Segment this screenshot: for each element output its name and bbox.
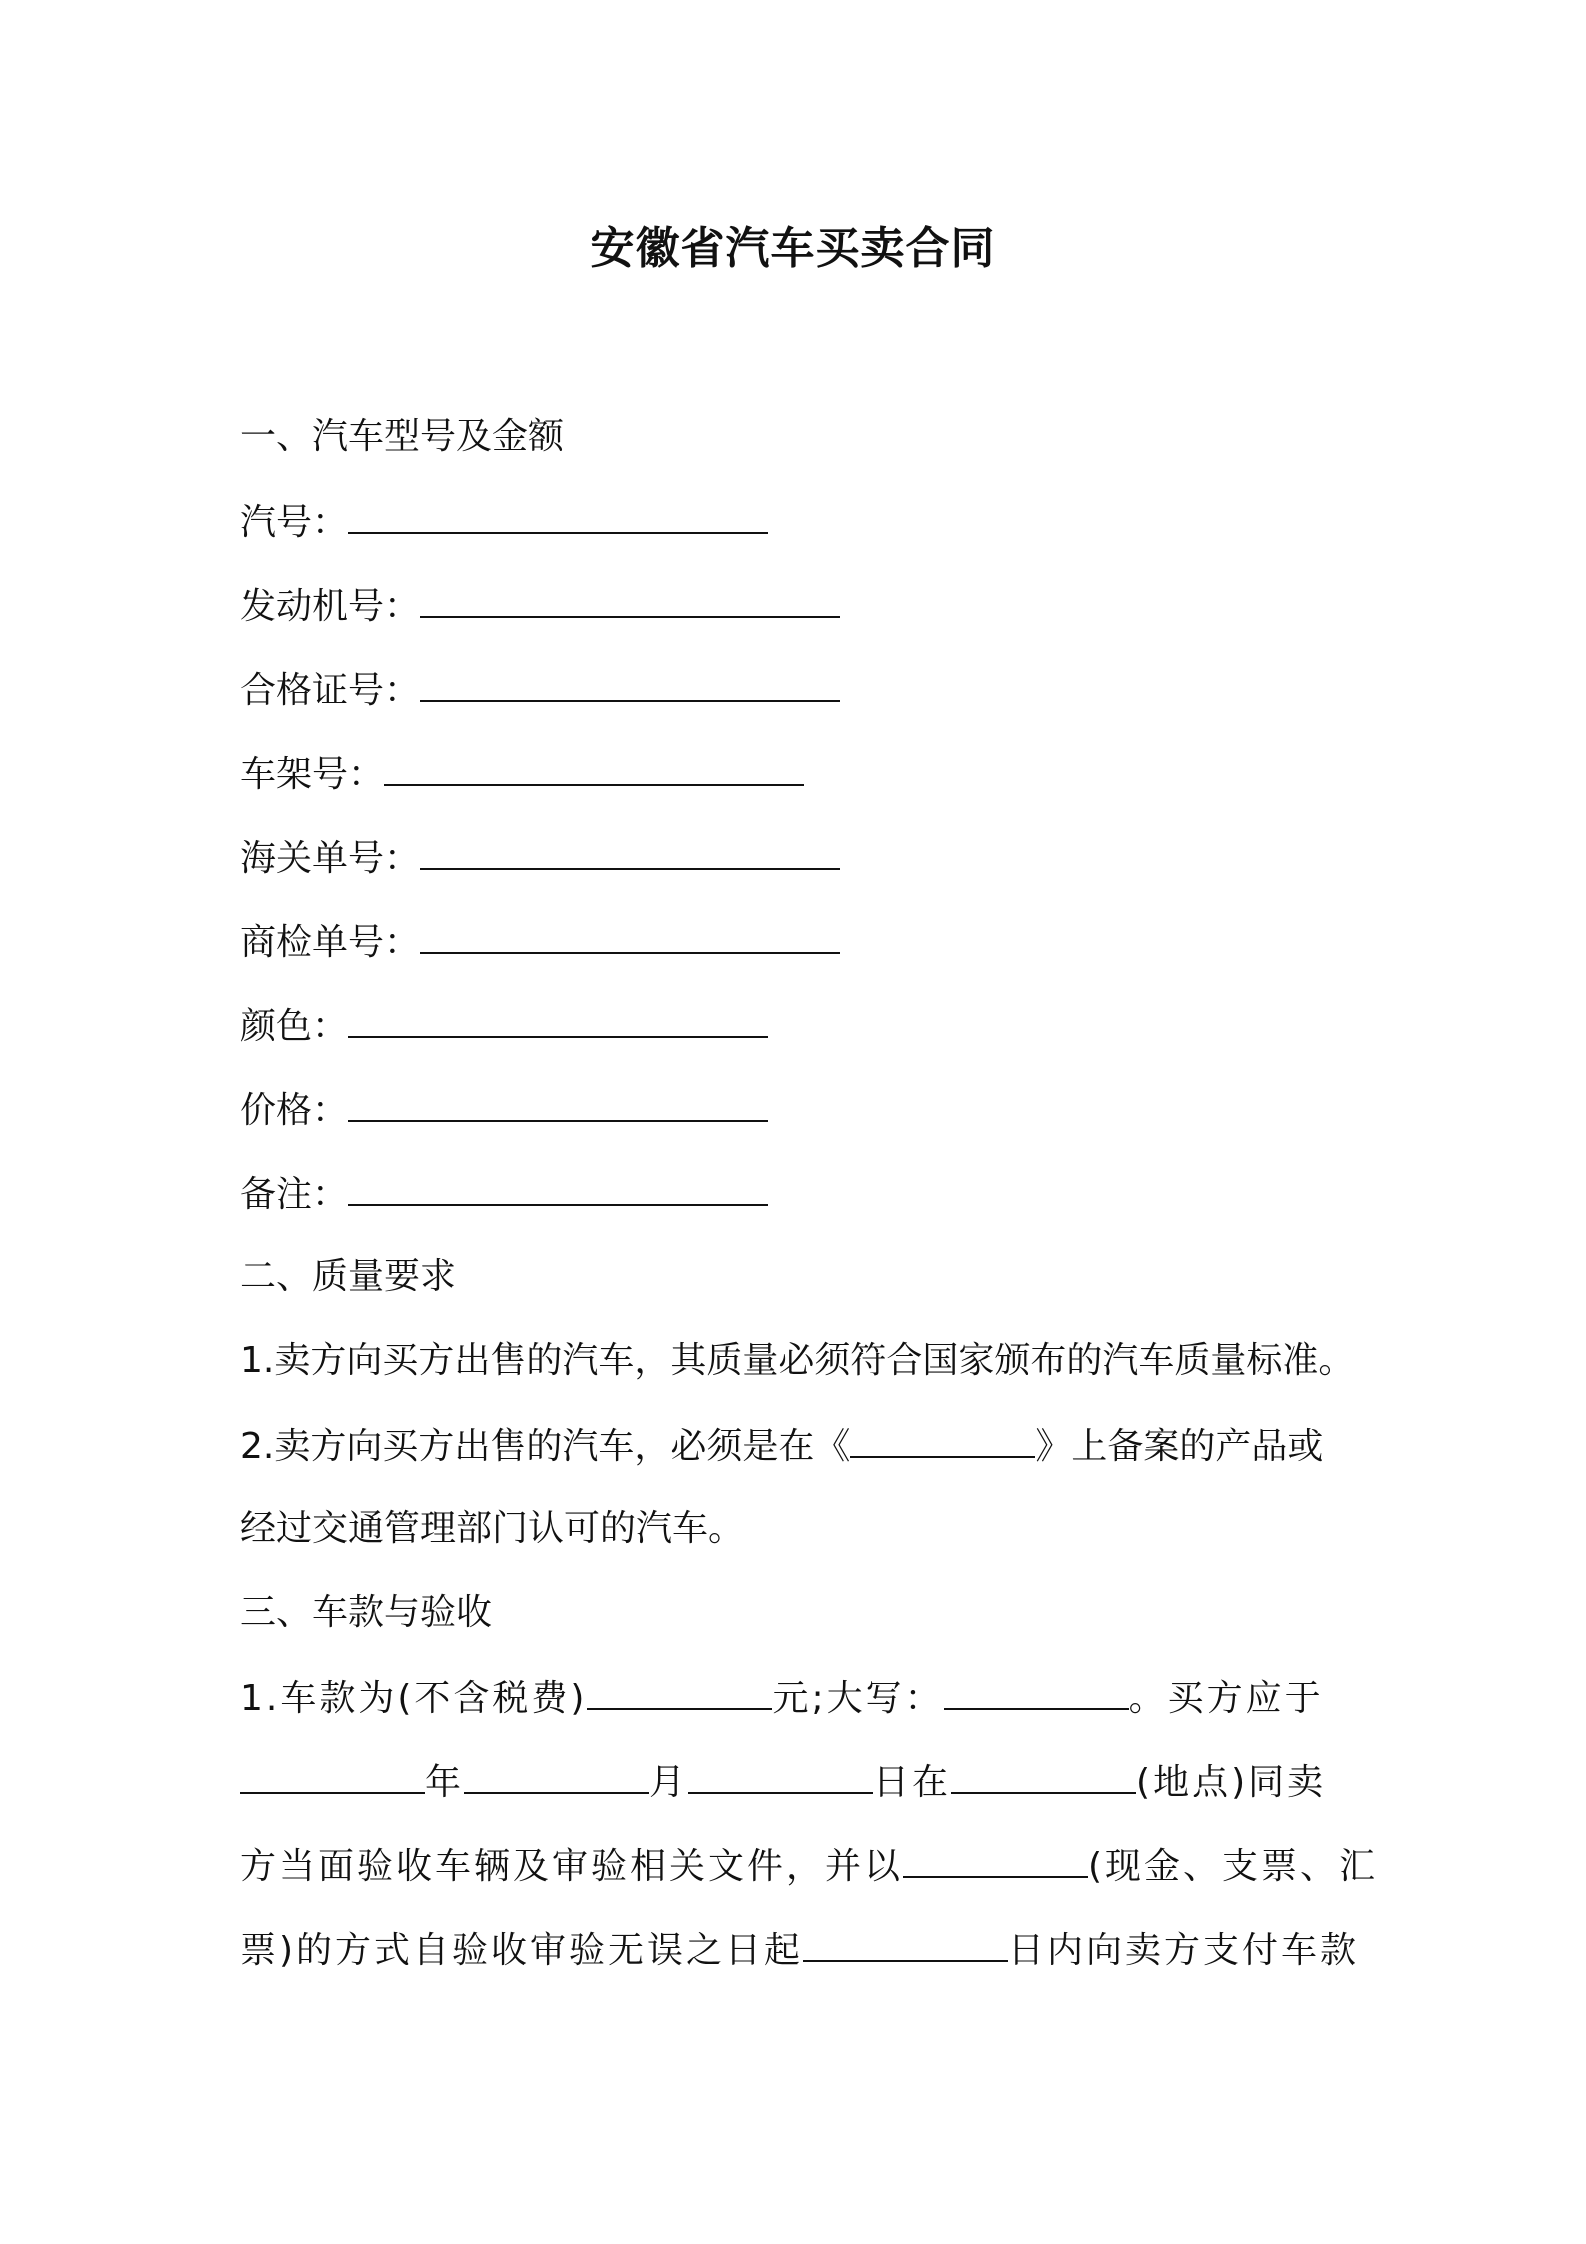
text-segment: 票)的方式自验收审验无误之日起 [240, 1930, 804, 1971]
fill-blank[interactable] [850, 1420, 1035, 1458]
paragraph-quality-2 [240, 1420, 1323, 1472]
field-label: 备注： [240, 1174, 349, 1215]
field-label: 汽号： [240, 502, 349, 543]
fill-blank[interactable] [420, 580, 840, 618]
fill-blank[interactable] [903, 1840, 1088, 1878]
field-certificate-number [240, 664, 840, 716]
field-label: 合格证号： [240, 670, 421, 711]
fill-blank[interactable] [420, 916, 840, 954]
text-segment: 日内向卖方支付车款 [1008, 1930, 1360, 1971]
field-remarks [240, 1168, 768, 1220]
fill-blank[interactable] [944, 1672, 1129, 1710]
fill-blank[interactable] [420, 664, 840, 702]
fill-blank[interactable] [384, 748, 804, 786]
text-segment: 月 [649, 1762, 689, 1803]
fill-blank[interactable] [348, 1168, 768, 1206]
text-segment: 日在 [873, 1762, 952, 1803]
field-price [240, 1084, 768, 1136]
text-segment: 年 [425, 1762, 465, 1803]
section-heading-3: 三、车款与验收 [240, 1592, 493, 1633]
field-label: 价格： [240, 1090, 349, 1131]
field-label: 商检单号： [240, 922, 421, 963]
fill-blank[interactable] [240, 1756, 425, 1794]
paragraph-quality-2-cont: 经过交通管理部门认可的汽车。 [240, 1508, 745, 1549]
text-segment: 元;大写： [772, 1678, 944, 1719]
section-heading-1: 一、汽车型号及金额 [240, 416, 565, 457]
payment-line-3 [240, 1840, 1378, 1892]
field-label: 车架号： [240, 754, 385, 795]
paragraph-quality-1: 1.卖方向买方出售的汽车，其质量必须符合国家颁布的汽车质量标准。 [240, 1340, 1355, 1381]
text-segment: 2.卖方向买方出售的汽车，必须是在《 [240, 1426, 851, 1467]
field-inspection-number [240, 916, 840, 968]
field-vehicle-number [240, 496, 768, 548]
fill-blank[interactable] [464, 1756, 649, 1794]
text-segment: 方当面验收车辆及审验相关文件，并以 [240, 1846, 904, 1887]
text-segment: (地点)同卖 [1136, 1762, 1327, 1803]
text-segment: 1.车款为(不含税费) [240, 1678, 588, 1719]
payment-line-2 [240, 1756, 1326, 1808]
field-label: 发动机号： [240, 586, 421, 627]
text-segment: (现金、支票、汇 [1088, 1846, 1379, 1887]
payment-line-4 [240, 1924, 1359, 1976]
fill-blank[interactable] [587, 1672, 772, 1710]
payment-line-1 [240, 1672, 1324, 1724]
fill-blank[interactable] [803, 1924, 1008, 1962]
fill-blank[interactable] [348, 1084, 768, 1122]
document-title: 安徽省汽车买卖合同 [590, 223, 996, 274]
field-color [240, 1000, 768, 1052]
field-frame-number [240, 748, 804, 800]
fill-blank[interactable] [951, 1756, 1136, 1794]
fill-blank[interactable] [688, 1756, 873, 1794]
text-segment: 。买方应于 [1128, 1678, 1324, 1719]
field-customs-number [240, 832, 840, 884]
section-heading-2: 二、质量要求 [240, 1256, 457, 1297]
fill-blank[interactable] [420, 832, 840, 870]
text-segment: 》上备案的产品或 [1035, 1426, 1324, 1467]
field-label: 海关单号： [240, 838, 421, 879]
field-engine-number [240, 580, 840, 632]
field-label: 颜色： [240, 1006, 349, 1047]
fill-blank[interactable] [348, 496, 768, 534]
fill-blank[interactable] [348, 1000, 768, 1038]
